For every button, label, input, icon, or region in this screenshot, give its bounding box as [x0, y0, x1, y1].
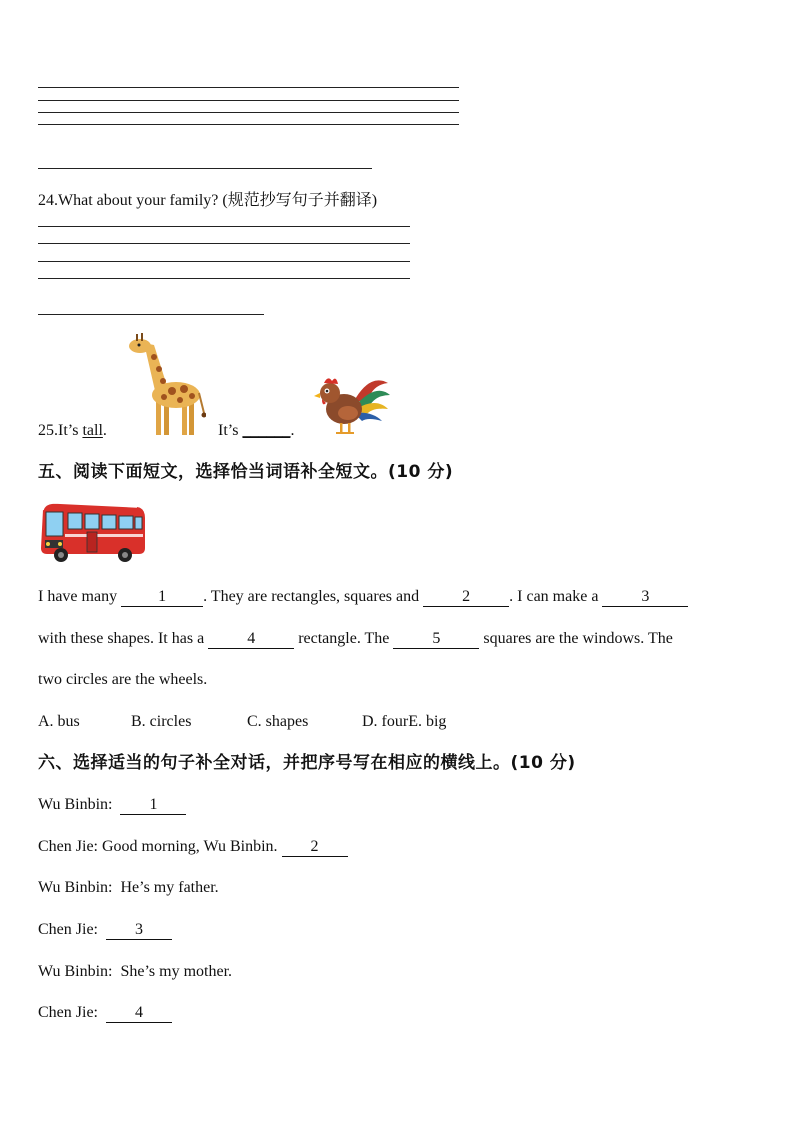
passage-text: rectangle. The — [294, 630, 394, 647]
dialogue-line — [38, 837, 348, 857]
dialogue-blank-4[interactable]: 4 — [106, 1004, 172, 1023]
writing-line — [38, 112, 459, 113]
section-5-paragraph-line-3: two circles are the wheels. — [38, 671, 208, 688]
rooster-illustration — [310, 371, 392, 437]
section-5-heading: 五、阅读下面短文，选择恰当词语补全短文。(10 分) — [38, 462, 454, 482]
writing-line — [38, 243, 410, 244]
blank-5[interactable]: 5 — [393, 630, 479, 649]
speaker-name: Chen Jie: — [38, 838, 98, 855]
passage-text: I have many — [38, 588, 122, 605]
bus-illustration — [37, 500, 147, 566]
blank-4[interactable]: 4 — [208, 630, 294, 649]
writing-line — [38, 124, 459, 125]
question-24-prompt: 24.What about your family? (规范抄写句子并翻译) — [38, 192, 378, 209]
q25-second-suffix: . — [290, 422, 295, 439]
speaker-name: Wu Binbin: — [38, 879, 113, 896]
option-c: C. shapes — [247, 713, 309, 730]
giraffe-illustration — [126, 333, 206, 437]
dialogue-blank-2[interactable]: 2 — [282, 838, 348, 857]
writing-line — [38, 87, 459, 88]
dialogue-line — [38, 920, 172, 940]
dialogue-line — [38, 962, 232, 982]
option-d-e: D. fourE. big — [362, 713, 447, 730]
passage-text: . I can make a — [509, 588, 603, 605]
q25-answer-blank[interactable]: ______ — [242, 422, 291, 439]
passage-text: with these shapes. It has a — [38, 630, 209, 647]
dialogue-line — [38, 878, 219, 898]
q25-prefix: 25.It’s — [38, 422, 83, 439]
passage-text: . They are rectangles, squares and — [203, 588, 424, 605]
question-25-text — [38, 421, 107, 441]
blank-3[interactable]: 3 — [602, 588, 688, 607]
translation-line — [38, 314, 264, 315]
writing-line — [38, 261, 410, 262]
speaker-name: Chen Jie: — [38, 1004, 98, 1021]
dialogue-line — [38, 1003, 172, 1023]
dialogue-text: She’s my mother. — [120, 963, 233, 980]
dialogue-line — [38, 795, 186, 815]
passage-text: squares are the windows. The — [479, 630, 673, 647]
dialogue-text: He’s my father. — [120, 879, 219, 896]
dialogue-blank-1[interactable]: 1 — [120, 796, 186, 815]
writing-line — [38, 100, 459, 101]
blank-1[interactable]: 1 — [121, 588, 203, 607]
speaker-name: Chen Jie: — [38, 921, 98, 938]
blank-2[interactable]: 2 — [423, 588, 509, 607]
speaker-name: Wu Binbin: — [38, 963, 113, 980]
dialogue-text: Good morning, Wu Binbin. — [102, 838, 282, 855]
section-5-paragraph-line-1 — [38, 587, 688, 607]
section-5-paragraph-line-2 — [38, 629, 673, 649]
option-b: B. circles — [131, 713, 192, 730]
q25-second-prefix: It’s — [218, 422, 243, 439]
q25-example-word: tall — [82, 422, 103, 439]
q25-suffix: . — [102, 422, 107, 439]
dialogue-blank-3[interactable]: 3 — [106, 921, 172, 940]
writing-line — [38, 226, 410, 227]
section-6-heading: 六、选择适当的句子补全对话，并把序号写在相应的横线上。(10 分) — [38, 753, 576, 773]
option-a: A. bus — [38, 713, 80, 730]
question-25-answer — [218, 421, 294, 441]
writing-line — [38, 278, 410, 279]
speaker-name: Wu Binbin: — [38, 796, 113, 813]
translation-line — [38, 168, 372, 169]
